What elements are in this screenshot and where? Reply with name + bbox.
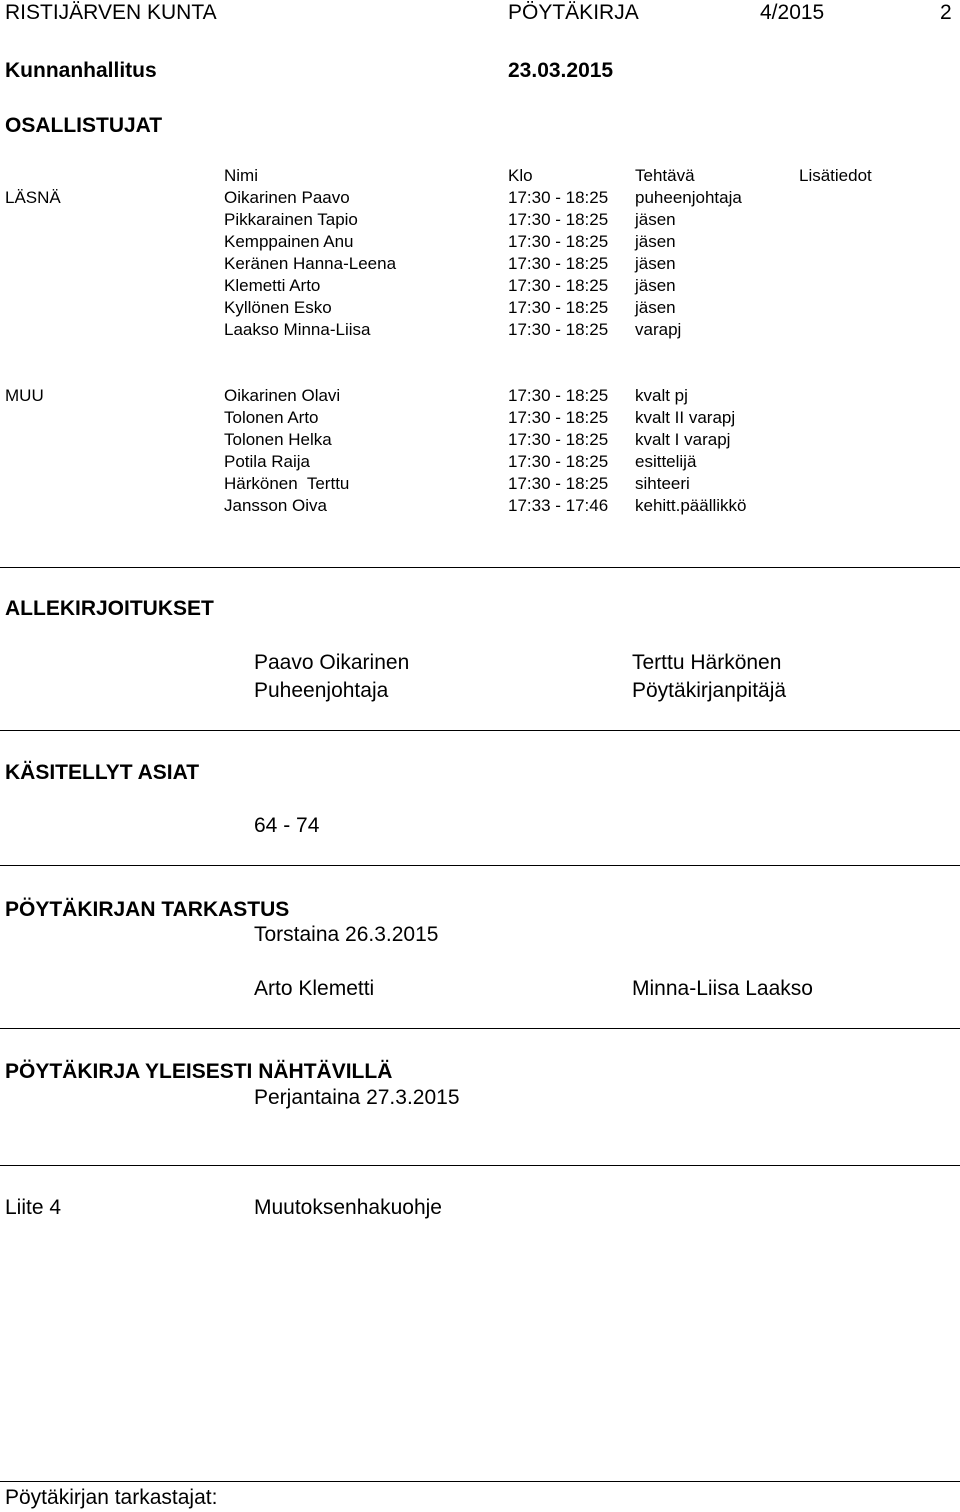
document-number: 4/2015: [760, 1, 825, 24]
participant-time: 17:30 - 18:25: [508, 232, 609, 251]
participant-time: 17:30 - 18:25: [508, 188, 609, 207]
participant-name: Kemppainen Anu: [224, 232, 354, 251]
participant-row: [0, 275, 960, 297]
participant-time: 17:30 - 18:25: [508, 254, 609, 273]
section-divider: [0, 730, 960, 731]
participant-role: puheenjohtaja: [635, 188, 742, 207]
document-type: PÖYTÄKIRJA: [508, 1, 639, 24]
reviewer-1: Arto Klemetti: [254, 977, 375, 1000]
participant-role: kvalt II varapj: [635, 408, 736, 427]
participant-time: 17:30 - 18:25: [508, 320, 609, 339]
footer-divider: [0, 1481, 960, 1482]
participant-name: Laakso Minna-Liisa: [224, 320, 371, 339]
participants-header-row: [0, 165, 960, 187]
participant-name: Jansson Oiva: [224, 496, 327, 515]
participant-name: Oikarinen Olavi: [224, 386, 341, 405]
participant-time: 17:33 - 17:46: [508, 496, 609, 515]
participant-role: sihteeri: [635, 474, 690, 493]
reviewer-2: Minna-Liisa Laakso: [632, 977, 813, 1000]
participant-role: jäsen: [635, 232, 676, 251]
participant-row: [0, 407, 960, 429]
attachment-label: Liite 4: [5, 1196, 62, 1219]
body-name: Kunnanhallitus: [5, 59, 157, 82]
chair-title: Puheenjohtaja: [254, 679, 389, 702]
participant-time: 17:30 - 18:25: [508, 430, 609, 449]
participant-row: [0, 187, 960, 209]
public-title: PÖYTÄKIRJA YLEISESTI NÄHTÄVILLÄ: [5, 1060, 393, 1083]
participant-time: 17:30 - 18:25: [508, 386, 609, 405]
participant-role: esittelijä: [635, 452, 697, 471]
footer-reviewers-label: Pöytäkirjan tarkastajat:: [5, 1486, 218, 1509]
participant-name: Oikarinen Paavo: [224, 188, 350, 207]
items-title: KÄSITELLYT ASIAT: [5, 761, 200, 784]
participant-name: Pikkarainen Tapio: [224, 210, 358, 229]
participant-name: Potila Raija: [224, 452, 310, 471]
participant-row: [0, 297, 960, 319]
column-time-header: Klo: [508, 166, 533, 185]
participant-role: jäsen: [635, 298, 676, 317]
participant-role: jäsen: [635, 276, 676, 295]
present-label: LÄSNÄ: [5, 188, 61, 207]
column-info-header: Lisätiedot: [799, 166, 872, 185]
participant-row: [0, 319, 960, 341]
attachment-text: Muutoksenhakuohje: [254, 1196, 442, 1219]
participant-row: [0, 451, 960, 473]
meeting-date: 23.03.2015: [508, 59, 614, 82]
participant-row: [0, 429, 960, 451]
participant-name: Klemetti Arto: [224, 276, 321, 295]
section-divider: [0, 1028, 960, 1029]
participant-role: kvalt pj: [635, 386, 688, 405]
participants-title: OSALLISTUJAT: [5, 114, 163, 137]
review-title: PÖYTÄKIRJAN TARKASTUS: [5, 898, 290, 921]
secretary-name: Terttu Härkönen: [632, 651, 782, 674]
participant-time: 17:30 - 18:25: [508, 210, 609, 229]
participant-name: Tolonen Helka: [224, 430, 332, 449]
participant-time: 17:30 - 18:25: [508, 276, 609, 295]
participant-row: [0, 495, 960, 517]
other-label: MUU: [5, 386, 44, 405]
column-role-header: Tehtävä: [635, 166, 695, 185]
section-divider: [0, 865, 960, 866]
column-name-header: Nimi: [224, 166, 258, 185]
participant-name: Tolonen Arto: [224, 408, 319, 427]
participant-time: 17:30 - 18:25: [508, 452, 609, 471]
chair-name: Paavo Oikarinen: [254, 651, 410, 674]
secretary-title: Pöytäkirjanpitäjä: [632, 679, 787, 702]
participant-row: [0, 231, 960, 253]
participant-role: kehitt.päällikkö: [635, 496, 747, 515]
section-divider: [0, 567, 960, 568]
participant-time: 17:30 - 18:25: [508, 408, 609, 427]
page-number: 2: [940, 1, 952, 24]
participant-role: jäsen: [635, 254, 676, 273]
public-date: Perjantaina 27.3.2015: [254, 1086, 460, 1109]
participant-name: Keränen Hanna-Leena: [224, 254, 397, 273]
participant-role: jäsen: [635, 210, 676, 229]
municipality-name: RISTIJÄRVEN KUNTA: [5, 1, 217, 24]
signatures-title: ALLEKIRJOITUKSET: [5, 597, 214, 620]
review-date: Torstaina 26.3.2015: [254, 923, 439, 946]
participant-time: 17:30 - 18:25: [508, 298, 609, 317]
participant-name: Kyllönen Esko: [224, 298, 332, 317]
participant-row: [0, 385, 960, 407]
participant-name: Härkönen Terttu: [224, 474, 350, 493]
items-range: 64 - 74: [254, 814, 320, 837]
participant-time: 17:30 - 18:25: [508, 474, 609, 493]
participant-role: varapj: [635, 320, 682, 339]
section-divider: [0, 1165, 960, 1166]
participant-row: [0, 253, 960, 275]
participant-row: [0, 209, 960, 231]
participant-row: [0, 473, 960, 495]
participant-role: kvalt I varapj: [635, 430, 731, 449]
